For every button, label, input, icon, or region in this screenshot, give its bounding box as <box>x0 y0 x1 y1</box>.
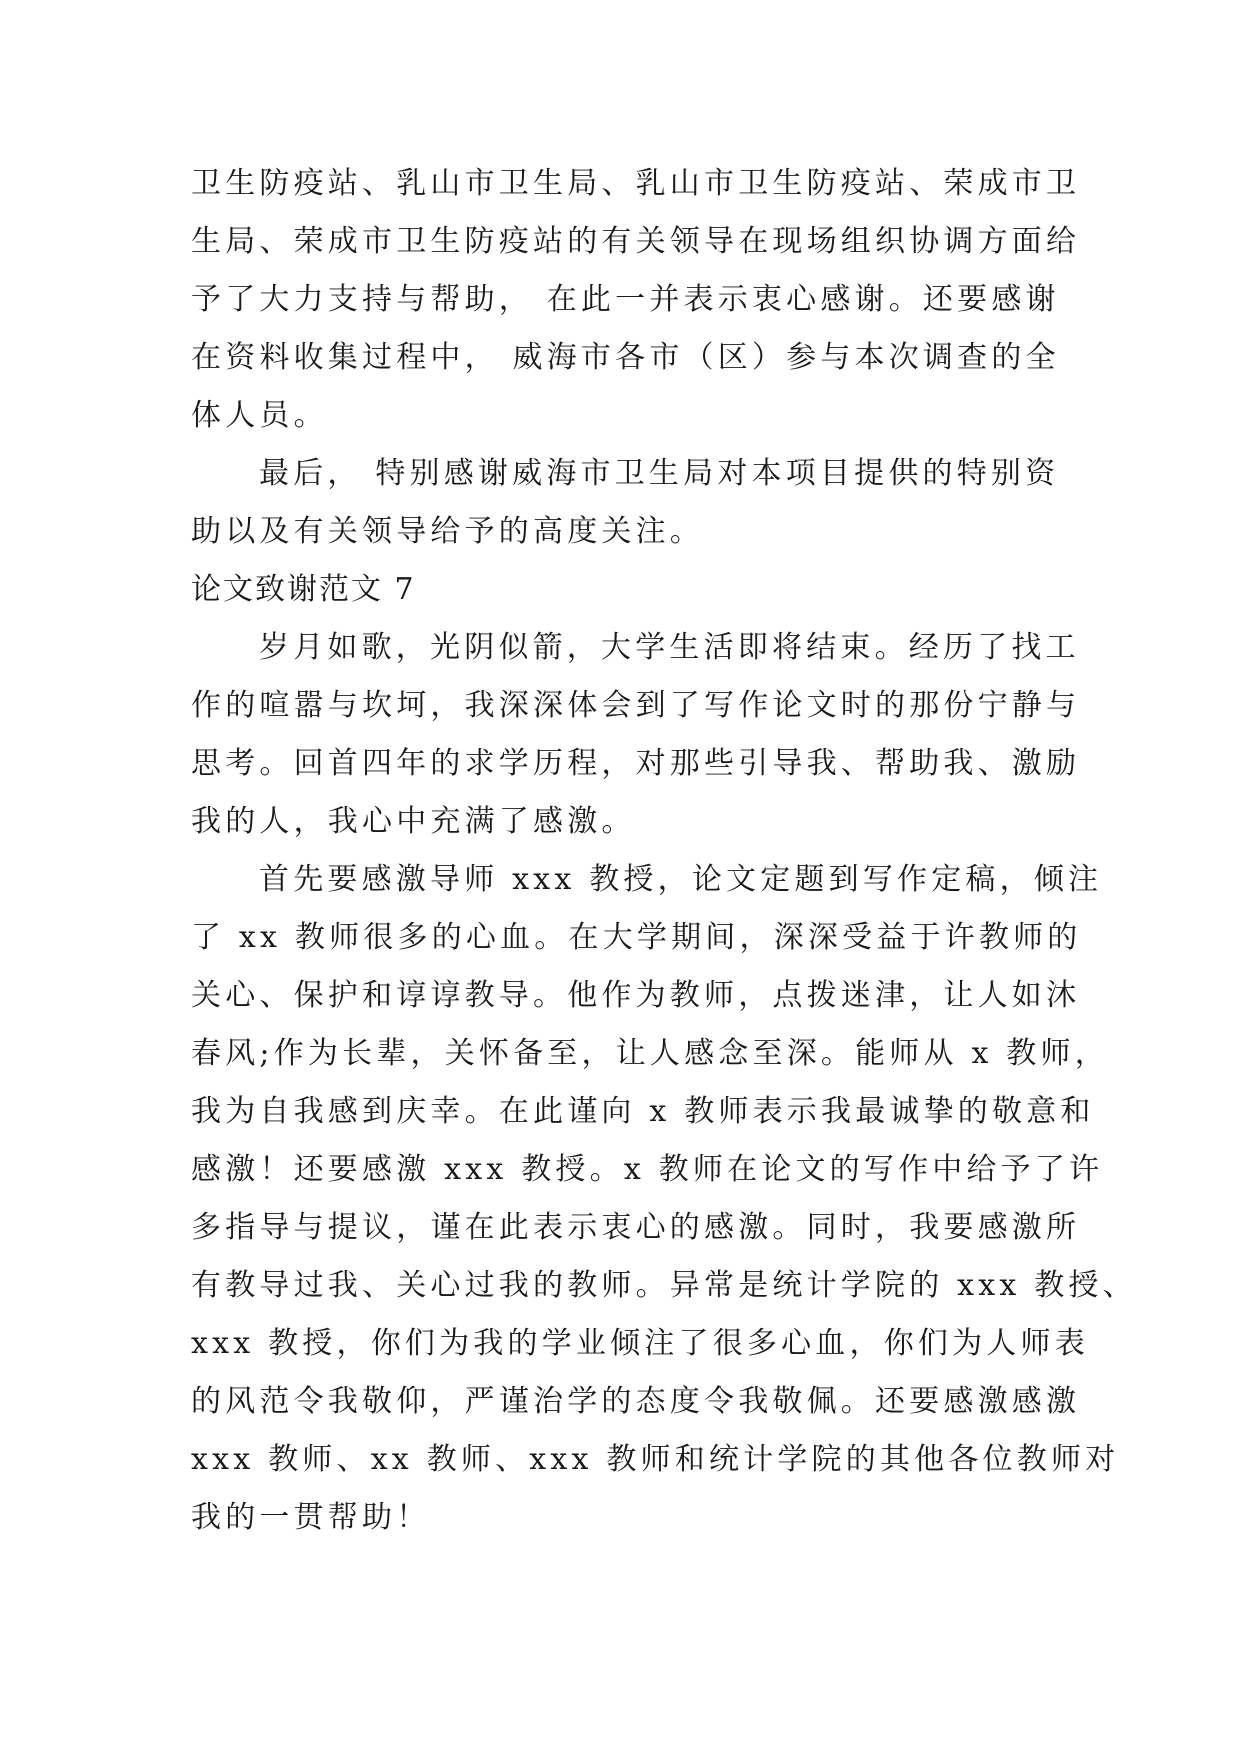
paragraph-line: 在资料收集过程中， 威海市各市（区）参与本次调查的全 <box>191 340 1060 375</box>
paragraph-line: 关心、保护和谆谆教导。他作为教师，点拨迷津，让人如沐 <box>191 978 1081 1013</box>
paragraph-line: 思考。回首四年的求学历程，对那些引导我、帮助我、激励 <box>191 746 1081 781</box>
paragraph-line: 我的人，我心中充满了感激。 <box>191 804 636 839</box>
paragraph-line: 春风;作为长辈，关怀备至，让人感念至深。能师从 x 教师， <box>191 1036 1109 1071</box>
paragraph-line: 卫生防疫站、乳山市卫生局、乳山市卫生防疫站、荣成市卫 <box>191 166 1081 201</box>
paragraph-line: 的风范令我敬仰，严谨治学的态度令我敬佩。还要感激感激 <box>191 1384 1081 1419</box>
paragraph-line: 我的一贯帮助！ <box>191 1500 431 1535</box>
paragraph-line: 了 xx 教师很多的心血。在大学期间，深深受益于许教师的 <box>191 920 1082 955</box>
section-heading: 论文致谢范文 7 <box>191 572 416 607</box>
paragraph-line-indented: 最后， 特别感谢威海市卫生局对本项目提供的特别资 <box>259 456 1060 491</box>
paragraph-line: 有教导过我、关心过我的教师。异常是统计学院的 xxx 教授、 <box>191 1268 1137 1303</box>
paragraph-line: 我为自我感到庆幸。在此谨向 x 教师表示我最诚挚的敬意和 <box>191 1094 1095 1129</box>
paragraph-line: 多指导与提议，谨在此表示衷心的感激。同时，我要感激所 <box>191 1210 1081 1245</box>
paragraph-line: 感激！还要感激 xxx 教授。x 教师在论文的写作中给予了许 <box>191 1152 1104 1187</box>
paragraph-line: 助以及有关领导给予的高度关注。 <box>191 514 704 549</box>
document-body <box>191 155 1137 1547</box>
paragraph-line: xxx 教授，你们为我的学业倾注了很多心血，你们为人师表 <box>191 1326 1089 1361</box>
paragraph-line-indented: 岁月如歌，光阴似箭，大学生活即将结束。经历了找工 <box>259 630 1080 665</box>
paragraph-line: 生局、荣成市卫生防疫站的有关领导在现场组织协调方面给 <box>191 224 1081 259</box>
paragraph-line: 予了大力支持与帮助， 在此一并表示衷心感谢。还要感谢 <box>191 282 1060 317</box>
paragraph-line: 体人员。 <box>191 398 328 433</box>
paragraph-line: 作的喧嚣与坎坷，我深深体会到了写作论文时的那份宁静与 <box>191 688 1081 723</box>
paragraph-line-indented: 首先要感激导师 xxx 教授，论文定题到写作定稿，倾注 <box>259 862 1103 897</box>
paragraph-line: xxx 教师、xx 教师、xxx 教师和统计学院的其他各位教师对 <box>191 1442 1120 1477</box>
